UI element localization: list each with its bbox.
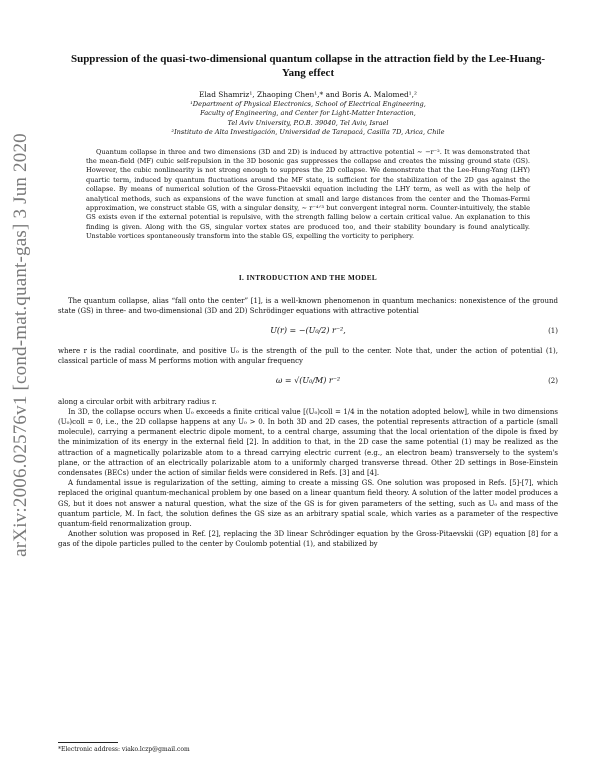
affiliation-4: ²Instituto de Alta Investigación, Universidad de Tarapacá, Casilla 7D, Arica, Chile	[171, 128, 445, 137]
equation-2-formula: ω = √(U₀/M) r⁻²	[275, 376, 341, 386]
section-heading: I. INTRODUCTION AND THE MODEL	[238, 273, 378, 282]
affiliation-2: Faculty of Engineering, and Center for Light-Matter Interaction,	[200, 109, 416, 118]
paper-title: Suppression of the quasi-two-dimensional quantum collapse in the attraction field by the Lee-Huang-Yang effect	[70, 53, 546, 79]
equation-1-number: (1)	[548, 326, 558, 335]
footnote-email: *Electronic address: viako.lczp@gmail.com	[58, 746, 190, 753]
paragraph: In 3D, the collapse occurs when U₀ exceeds a finite critical value [(U₀)coll = 1/4 in the notation adopted below], while in two dimensions (U₀)coll = 0, i.e., the 2D collapse happens at any U₀ > 0. In both 3D and 2D cases, the potential represents attraction of a particle (small molecule), carrying a permanent electric dipole moment, to a central charge, assuming that the local orientation of the dipole is fixed by the minimization of its energy in the external field [2]. In addition to that, in the 2D case the same potential (1) may be realized as the attraction of a magnetically polarizable atom to a thread carrying electric current (e.g., an electron beam) transversely to the system's plane, or the attraction of an electrically polarizable atom to a uniformly charged transverse thread. Other 2D settings in Bose-Einstein condensates (BECs) under the action of similar fields were considered in Refs. [3] and [4].	[58, 407, 558, 477]
affiliation-3: Tel Aviv University, P.O.B. 39040, Tel Aviv, Israel	[227, 118, 389, 127]
footnote-rule	[58, 742, 118, 743]
affiliation-1: ¹Department of Physical Electronics, School of Electrical Engineering,	[190, 100, 426, 108]
equation-2-number: (2)	[548, 377, 558, 386]
equation-1-formula: U(r) = −(U₀/2) r⁻²,	[270, 325, 346, 335]
equation-2	[58, 371, 558, 393]
paragraph: where r is the radial coordinate, and positive U₀ is the strength of the pull to the center. Note that, under the action of potential (1), classical particle of mass M performs motion with angular frequency	[58, 347, 558, 366]
arxiv-id: arXiv:2006.02576v1 [cond-mat.quant-gas] 3 Jun 2020	[10, 133, 31, 557]
paragraph: The quantum collapse, alias “fall onto the center” [1], is a well-known phenomenon in quantum mechanics: nonexistence of the ground state (GS) in three- and two-dimensional (3D and 2D) Schrödinger equations with attractive potential	[58, 296, 558, 315]
paragraph: along a circular orbit with arbitrary radius r.	[58, 397, 217, 406]
abstract-text: Quantum collapse in three and two dimensions (3D and 2D) is induced by attractive potential ∼ −r⁻². It was demonstrated that the mean-field (MF) cubic self-repulsion in the 3D bosonic gas suppresses the collapse and creates the missing ground state (GS). However, the cubic nonlinearity is not strong enough to suppress the 2D collapse. We demonstrate that the Lee-Hung-Yang (LHY) quartic term, induced by quantum fluctuations around the MF state, is sufficient for the stabilization of the 2D gas against the collapse. By means of numerical solution of the Gross-Pitaevskii equation including the LHY term, as well as with the help of analytical methods, such as expansions of the wave function at small and large distances from the center and the Thomas-Fermi approximation, we construct stable GS, with a singular density, ∼ r⁻⁴ᐟ³ but convergent integral norm. Counter-intuitively, the stable GS exists even if the external potential is repulsive, with the strength falling below a certain critical value. An explanation to this finding is given. Along with the GS, singular vortex states are produced too, and their stability boundary is found analytically. Unstable vortices spontaneously transform into the stable GS, expelling the vorticity to periphery.	[86, 147, 530, 241]
equation-1	[58, 320, 558, 342]
paragraph: A fundamental issue is regularization of the setting, aiming to create a missing GS. One solution was proposed in Refs. [5]-[7], which replaced the original quantum-mechanical problem by one based on a linear quantum field theory. A solution of the latter model produces a GS, but it does not answer a natural question, what the size of the GS is for given parameters of the setting, such as U₀ and mass of the quantum particle, M. In fact, the solution defines the GS size as an arbitrary spatial scale, which varies as a parameter of the respective quantum-field renormalization group.	[58, 479, 558, 528]
paper-page	[58, 52, 558, 753]
paragraph: Another solution was proposed in Ref. [2], replacing the 3D linear Schrödinger equation by the Gross-Pitaevskii (GP) equation [8] for a gas of the dipole particles pulled to the center by Coulomb potential (1), and stabilized by	[58, 530, 558, 549]
abstract	[86, 148, 530, 242]
author-list: Elad Shamriz¹, Zhaoping Chen¹,* and Boris A. Malomed¹,²	[199, 90, 417, 99]
arxiv-identifier-sidebar	[8, 0, 34, 776]
body-text	[58, 296, 558, 550]
